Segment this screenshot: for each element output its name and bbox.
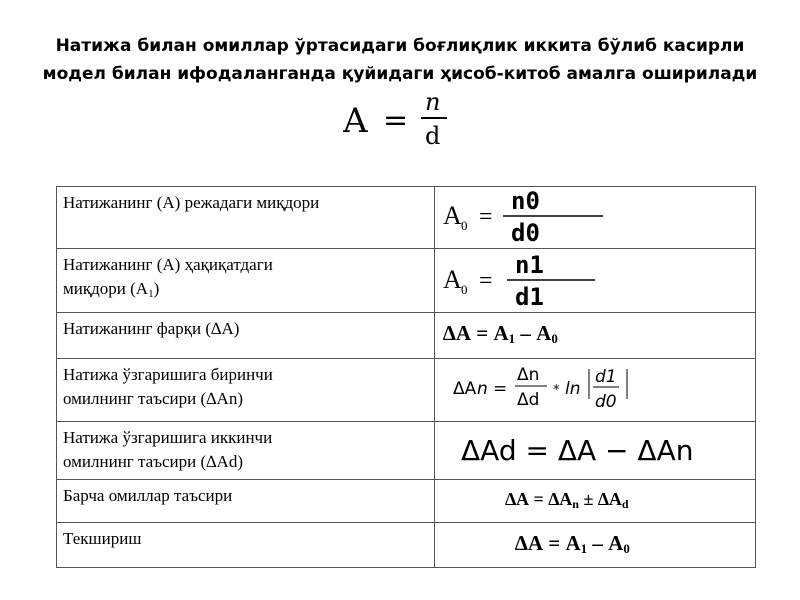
svg-text:*: * [553, 383, 560, 398]
svg-text:d1: d1 [515, 283, 544, 307]
row-label-planned: Натижанинг (А) режадаги миқдори [57, 187, 435, 249]
svg-text:d1: d1 [595, 367, 617, 387]
table-row-planned [57, 187, 756, 249]
svg-text:ΔA: ΔA [453, 379, 477, 399]
table-row-actual [57, 249, 756, 313]
main-formula-denominator: d [425, 122, 441, 148]
svg-text:0: 0 [461, 282, 468, 297]
calculation-table [56, 186, 756, 568]
row-formula-check [435, 523, 756, 568]
svg-text:=: = [493, 379, 508, 399]
formula-check: $\Delta А = А_1 - А_0$ [515, 531, 630, 556]
svg-text:0: 0 [461, 218, 468, 233]
table-row-all-factors [57, 480, 756, 523]
table-row-difference [57, 313, 756, 359]
formula-delta-an [435, 359, 755, 416]
svg-text:n0: n0 [511, 187, 540, 215]
row-formula-actual [435, 249, 756, 313]
svg-text:Δd: Δd [517, 390, 540, 410]
svg-text:A: A [443, 201, 462, 230]
row-formula-first-factor [435, 359, 756, 422]
main-formula-numerator: n [425, 88, 441, 116]
row-label-actual: Натижанинг (А) ҳақиқатдаги миқдори $(А_1)$ [57, 249, 435, 313]
title-line-2: модел билан ифодаланганда қуйидаги ҳисоб-китоб амалга оширилади [42, 64, 758, 84]
svg-text:=: = [479, 204, 493, 230]
svg-text:n1: n1 [515, 251, 544, 279]
formula-a0-n1-d1 [435, 249, 755, 307]
row-formula-planned [435, 187, 756, 249]
row-label-check: Текшириш [57, 523, 435, 568]
table-row-first-factor [57, 359, 756, 422]
svg-text:d0: d0 [595, 392, 617, 412]
row-label-all-factors: Барча омиллар таъсири [57, 480, 435, 523]
formula-a0-n0-d0 [435, 187, 755, 243]
row-formula-all-factors [435, 480, 756, 523]
row-formula-difference [435, 313, 756, 359]
svg-text:ln: ln [565, 379, 581, 399]
page-title [0, 32, 800, 88]
row-label-second-factor: Натижа ўзгаришига иккинчи омилнинг таъсири (∆Аd) [57, 422, 435, 480]
main-formula-eq: = [383, 103, 409, 138]
title-line-1: Натижа билан омиллар ўртасидаги боғлиқлик иккита бўлиб касирли [55, 36, 745, 56]
svg-text:=: = [479, 268, 493, 294]
table-row-second-factor [57, 422, 756, 480]
formula-delta-a: $\Delta А = А_1 - А_0$ [443, 321, 558, 346]
main-formula [343, 88, 463, 148]
formula-delta-ad: ΔAd = ΔA − ΔAn [461, 434, 694, 467]
svg-text:A: A [443, 265, 462, 294]
svg-text:n: n [477, 379, 488, 399]
formula-sum: $\Delta А = \Delta А_n \pm \Delta А_d$ [505, 489, 629, 511]
row-label-difference: Натижанинг фарқи (∆А) [57, 313, 435, 359]
row-label-first-factor: Натижа ўзгаришига биринчи омилнинг таъсири (∆Аn) [57, 359, 435, 422]
table-row-check [57, 523, 756, 568]
svg-text:Δn: Δn [517, 365, 540, 385]
svg-text:d0: d0 [511, 219, 540, 243]
row-formula-second-factor [435, 422, 756, 480]
main-formula-lhs: A [343, 101, 368, 141]
